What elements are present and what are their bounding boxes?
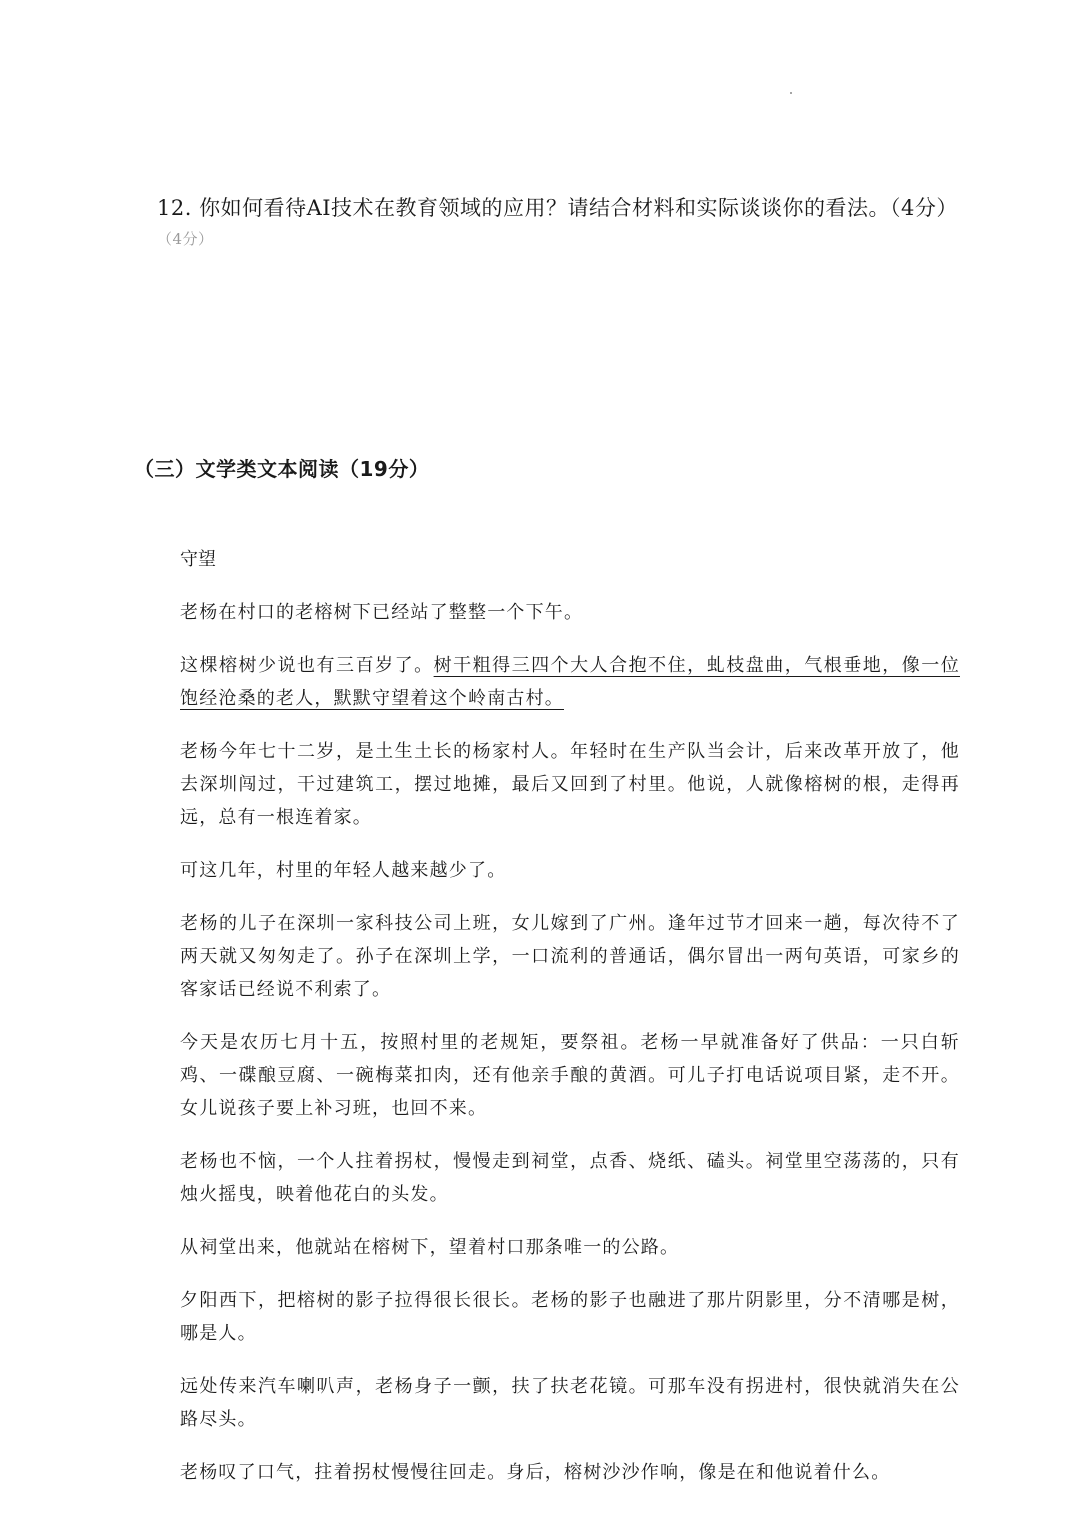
question-score-repeat: （4分） [157,230,214,248]
underlined-sentence: 树干粗得三四个大人合抱不住，虬枝盘曲，气根垂地，像一位饱经沧桑的老人，默默守望着这个岭南古村。 [180,655,960,709]
paragraph: 远处传来汽车喇叭声，老杨身子一颤，扶了扶老花镜。可那车没有拐进村，很快就消失在公路尽头。 [180,1376,960,1430]
reading-passage [180,544,960,1509]
passage-title: 守望 [180,549,216,570]
paragraph: 老杨的儿子在深圳一家科技公司上班，女儿嫁到了广州。逢年过节才回来一趟，每次待不了两天就又匆匆走了。孙子在深圳上学，一口流利的普通话，偶尔冒出一两句英语，可家乡的客家话已经说不利索了。 [180,913,960,1000]
question-number: 12. [157,196,192,220]
paragraph: 老杨叹了口气，拄着拐杖慢慢往回走。身后，榕树沙沙作响，像是在和他说着什么。 [180,1462,891,1483]
paragraph: 从祠堂出来，他就站在榕树下，望着村口那条唯一的公路。 [180,1237,680,1258]
paragraph: 夕阳西下，把榕树的影子拉得很长很长。老杨的影子也融进了那片阴影里，分不清哪是树，哪是人。 [180,1290,960,1344]
paragraph [180,649,960,715]
scan-speck [790,92,792,94]
question-12 [157,194,1027,222]
paragraph: 可这几年，村里的年轻人越来越少了。 [180,860,507,881]
paragraph: 老杨今年七十二岁，是土生土长的杨家村人。年轻时在生产队当会计，后来改革开放了，他去深圳闯过，干过建筑工，摆过地摊，最后又回到了村里。他说，人就像榕树的根，走得再远，总有一根连着家。 [180,741,960,828]
question-text: 你如何看待AI技术在教育领域的应用？请结合材料和实际谈谈你的看法。（4分） [199,196,958,220]
paragraph: 老杨也不恼，一个人拄着拐杖，慢慢走到祠堂，点香、烧纸、磕头。祠堂里空荡荡的，只有烛火摇曳，映着他花白的头发。 [180,1151,960,1205]
section-title: （三）文学类文本阅读（19分） [134,457,430,481]
paragraph: 老杨在村口的老榕树下已经站了整整一个下午。 [180,602,584,623]
paragraph: 今天是农历七月十五，按照村里的老规矩，要祭祖。老杨一早就准备好了供品：一只白斩鸡、一碟酿豆腐、一碗梅菜扣肉，还有他亲手酿的黄酒。可儿子打电话说项目紧，走不开。女儿说孩子要上补习班，也回不来。 [180,1032,960,1119]
paragraph-plain-text: 这棵榕树少说也有三百岁了。 [180,655,434,676]
